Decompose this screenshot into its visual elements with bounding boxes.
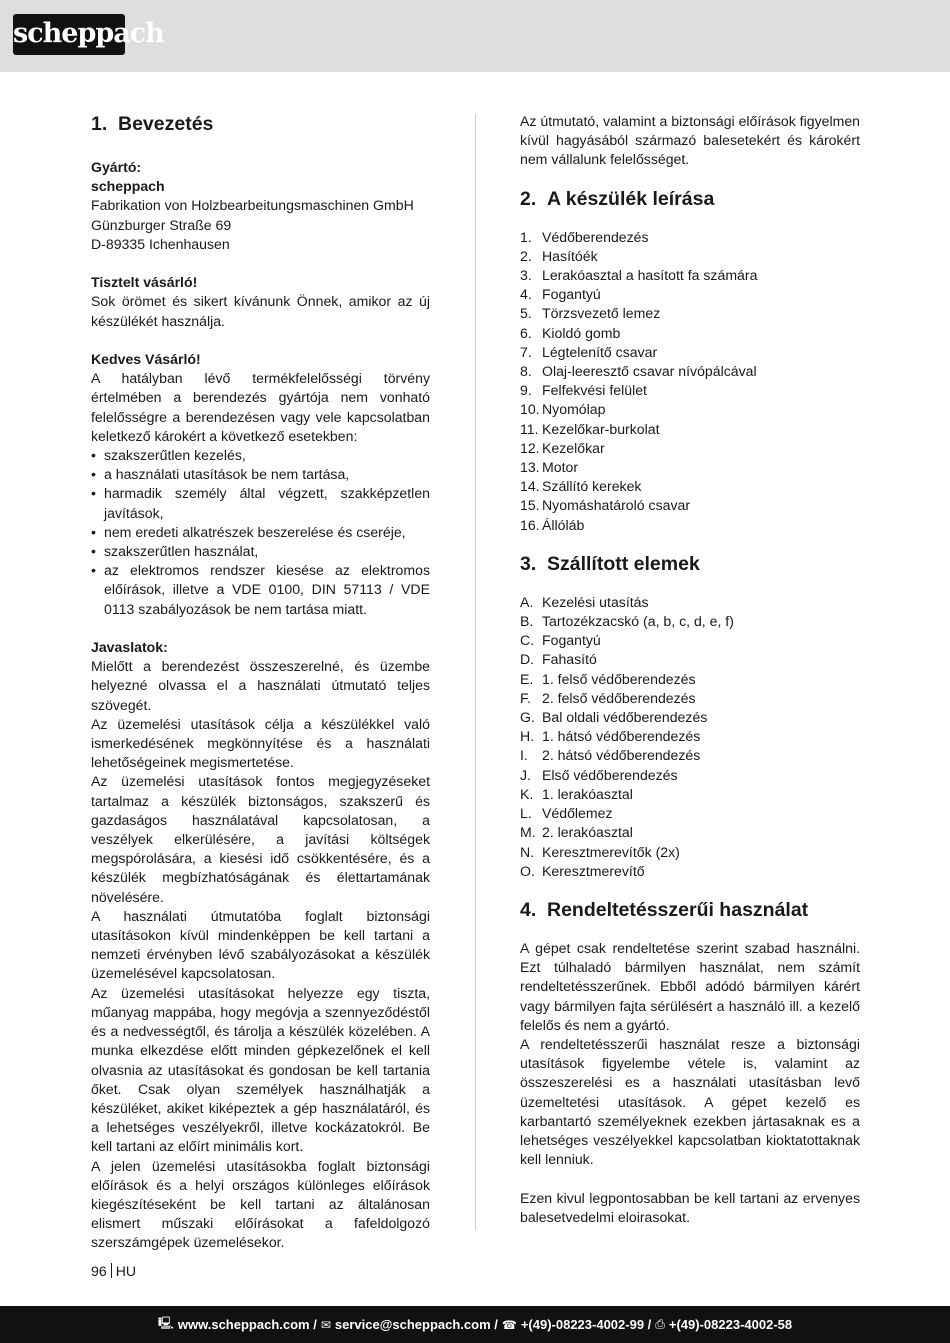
list-item: 3. Lerakóasztal a hasított fa számára	[520, 267, 758, 284]
footer-website[interactable]: www.scheppach.com /	[177, 1317, 317, 1332]
footer-email[interactable]: service@scheppach.com /	[334, 1317, 498, 1332]
list-item: • a használati utasítások be nem tartása,	[91, 465, 430, 484]
paragraph: Az üzemelési utasítások fontos megjegyzéseket tartalmaz a készülék biztonságos, szakszerű és gazdaságos használatával kapcsolatosan, a veszélyek elkerülésére, a javítási költségek megspórolására, a kiesési idő csökkentésére, és a készülék megbízhatóságának és élettartamának növelésére.	[91, 773, 430, 905]
greeting-1-title: Tisztelt vásárló!	[91, 274, 198, 291]
paragraph: Mielőtt a berendezést összeszerelné, és üzembe helyezné olvassa el a használati útmutató teljes szövegét.	[91, 658, 430, 713]
list-item: F. 2. felső védőberendezés	[520, 689, 696, 706]
list-item: 9. Felfekvési felület	[520, 382, 647, 399]
footer-phone: +(49)-08223-4002-99 /	[520, 1317, 652, 1332]
manufacturer-city: D-89335 Ichenhausen	[91, 235, 230, 252]
list-item: 4. Fogantyú	[520, 286, 601, 303]
recommendations-title: Javaslatok:	[91, 639, 168, 656]
list-item: C. Fogantyú	[520, 632, 601, 649]
manufacturer-street: Günzburger Straße 69	[91, 216, 232, 233]
paragraph: A rendeltetésszerűi használat resze a biztonsági utasítások figyelembe vétele is, valamint az összeszerelési es a használati utasításban levő üzemeltetési utasítások. A gépet kezelő es karbantartó személyeknek ezekben jártasaknak es a lehetséges veszélyekkel kapcsolatban kioktatottaknak kell lenniuk.	[520, 1035, 860, 1168]
list-item: L. Védőlemez	[520, 805, 613, 822]
fax-icon: ⎙	[655, 1317, 665, 1331]
list-item: 15. Nyomáshatároló csavar	[520, 497, 691, 514]
list-item: 13. Motor	[520, 459, 579, 476]
phone-icon: ☎	[501, 1317, 517, 1332]
liability-text: A hatályban lévő termékfelelősségi törvény értelmében a berendezés gyártója nem vonható felelősségre a berendezésen vagy vele kapcsolatban keletkező károkért a következő esetekben:	[91, 370, 430, 444]
list-item: • az elektromos rendszer kiesése az elektromos előírások, illetve a VDE 0100, DIN 57113 / VDE 0113 szabályozások be nem tartása miatt.	[91, 561, 430, 619]
paragraph: A gépet csak rendeltetése szerint szabad használni. Ezt túlhaladó bármilyen használat, nem számít rendeltetésszerűnek. Ebből adódó bármilyen kárért vagy bármilyen fajta sérülésért a használó ill. a kezelő felelős és nem a gyártó.	[520, 939, 860, 1033]
list-item: 5. Törzsvezető lemez	[520, 305, 661, 322]
list-item: E. 1. felső védőberendezés	[520, 670, 696, 687]
list-item: • harmadik személy által végzett, szakképzetlen javítások,	[91, 484, 430, 522]
list-item: K. 1. lerakóasztal	[520, 785, 633, 802]
paragraph: Az üzemelési utasítások célja a készülékkel való ismerkedésének megkönnyítése és a használati lehetőségeinek megismertetése.	[91, 715, 430, 771]
paragraph: A jelen üzemelési utasításokba foglalt biztonsági előírások és a helyi országos különleges előírások kiegészítéseként be kell tartani az általánosan elismert műszaki előírásokat a fafeldolgozó szerszámgépek üzemelésekor.	[91, 1157, 430, 1251]
list-item: 14. Szállító kerekek	[520, 478, 642, 495]
list-item: 11. Kezelőkar-burkolat	[520, 420, 660, 437]
list-item: 1. Védőberendezés	[520, 228, 649, 245]
list-item: J. Első védőberendezés	[520, 766, 678, 783]
list-item: • szakszerűtlen kezelés,	[91, 446, 430, 465]
list-item: A. Kezelési utasítás	[520, 593, 649, 610]
list-item: O. Keresztmerevítő	[520, 862, 645, 879]
greeting-2-title: Kedves Vásárló!	[91, 351, 201, 367]
list-item: H. 1. hátsó védőberendezés	[520, 728, 701, 745]
list-item: G. Bal oldali védőberendezés	[520, 709, 708, 726]
paragraph: A használati útmutatóba foglalt biztonsági utasításokon kívül mindenképpen be kell tartani a nemzeti érvényben lévő szabályozásokat a készülék üzemelésével kapcsolatosan.	[91, 907, 430, 982]
list-item: 10. Nyomólap	[520, 401, 606, 418]
disclaimer-text: Az útmutató, valamint a biztonsági előírások figyelmen kívül hagyásából származó balesetekért és károkért nem vállalunk felelősséget.	[520, 113, 860, 168]
right-column	[520, 112, 860, 1227]
delivered-items-list	[520, 593, 860, 881]
list-item: I. 2. hátsó védőberendezés	[520, 747, 701, 764]
left-column	[91, 112, 430, 1253]
list-item: 7. Légtelenítő csavar	[520, 343, 658, 360]
section-4-heading: 4. Rendeltetésszerűi használat	[520, 898, 809, 921]
section-2-heading: 2. A készülék leírása	[520, 187, 715, 210]
page-number: 96 HU	[91, 1263, 137, 1279]
footer-fax: +(49)-08223-4002-58	[668, 1317, 793, 1332]
paragraph: Ezen kivul legpontosabban be kell tartani az ervenyes balesetvedelmi eloirasokat.	[520, 1189, 860, 1225]
list-item: N. Keresztmerevítők (2x)	[520, 843, 680, 860]
manufacturer-brand: scheppach	[91, 178, 165, 195]
computer-icon: 🖳	[157, 1316, 174, 1330]
list-item: D. Fahasító	[520, 651, 597, 668]
list-item: 12. Kezelőkar	[520, 439, 605, 456]
list-item: 6. Kioldó gomb	[520, 324, 621, 341]
column-divider	[475, 114, 476, 1230]
paragraph: Az üzemelési utasításokat helyezze egy tiszta, műanyag mappába, hogy megóvja a szennyeződéstől és a nedvességtől, és tárolja a készülék közelében. A munka elkezdése előtt minden gépkezelőnek el kell olvasnia az utasításokat és gondosan be kell tartania őket. Csak olyan személyek használhatják a készüléket, akiket kiképeztek a gép használatáról, és a lehetséges veszélyekről, illetve kockázatokról. Be kell tartani az előírt minimális kort.	[91, 984, 430, 1155]
list-item: 8. Olaj-leeresztő csavar nívópálcával	[520, 363, 757, 380]
header-bar	[0, 0, 950, 72]
scheppach-logo: scheppach	[13, 14, 125, 55]
list-item: • szakszerűtlen használat,	[91, 542, 430, 561]
list-item: 2. Hasítóék	[520, 247, 598, 264]
greeting-1-text: Sok örömet és sikert kívánunk Önnek, amikor az új készülékét használja.	[91, 293, 430, 329]
list-item: M. 2. lerakóasztal	[520, 824, 633, 841]
manufacturer-label: Gyártó:	[91, 159, 142, 175]
section-3-heading: 3. Szállított elemek	[520, 552, 700, 575]
footer-bar	[0, 1306, 950, 1343]
section-1-heading: 1. Bevezetés	[91, 113, 214, 135]
mail-icon: ✉	[320, 1317, 331, 1332]
manufacturer-company: Fabrikation von Holzbearbeitungsmaschinen GmbH	[91, 197, 414, 214]
list-item: 16. Állóláb	[520, 516, 585, 533]
device-parts-list	[520, 228, 860, 535]
liability-list	[91, 446, 430, 619]
list-item: B. Tartozékzacskó (a, b, c, d, e, f)	[520, 613, 734, 630]
list-item: • nem eredeti alkatrészek beszerelése és cseréje,	[91, 523, 430, 542]
